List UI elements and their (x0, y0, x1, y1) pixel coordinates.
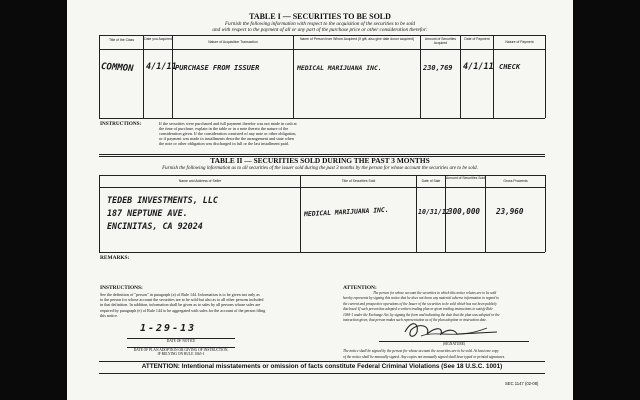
header-seller: Name and Address of Seller (178, 179, 222, 183)
bottom-instructions: See the definition of "person" in paragraph (a) of Rule 144. Information is to be given not only as to the person for whose account the securities are to be sold but also as to all other persons included in that definition. In addition, information shall be given as to sales by all persons whose sales are required by paragraph (e) of Rule 144 to be aggregated with sales for the account of the person filing this notice. (100, 292, 266, 318)
table1-subtitle-1: Furnish the following information with respect to the acquisition of the securities to be sold (224, 21, 415, 27)
cell-date-payment: 4/1/11 (463, 62, 494, 72)
attention-label: ATTENTION: (343, 285, 377, 291)
table1-instructions: If the securities were purchased and full payment therefor was not made in cash at the time of purchase, explain in the table or in a note thereto the nature of the consideration given. If the consideration consisted of any note or other obligation, or if payment was made in installments describe the arrangement and state when the note or other obligation was discharged in full or the last installment paid. (159, 121, 297, 146)
header-title-class: Title of the Class (108, 38, 135, 42)
header-title-sold: Title of Securities Sold (341, 179, 376, 183)
header-amount-acquired: Amount of Securities Acquired (424, 37, 457, 45)
cell-nature-acquisition: PURCHASE FROM ISSUER (175, 64, 260, 72)
cell-gross-proceeds: 23,960 (496, 207, 524, 216)
header-date-payment: Date of Payment (464, 37, 490, 41)
criminal-violation-warning: ATTENTION: Intentional misstatements or omission of facts constitute Federal Criminal Violations (See 18 U.S.C. 1001) (141, 363, 503, 370)
form-code: SEC 1147 (02-08) (505, 381, 539, 386)
cell-title-class: COMMON (100, 61, 134, 75)
cell-amount-sold: 300,000 (448, 207, 481, 216)
date-of-notice-value: 1-29-13 (140, 323, 197, 334)
signature-mark (397, 318, 507, 342)
cell-date-acquired: 4/1/11 (146, 62, 177, 72)
header-nature-acquisition: Nature of Acquisition Transaction (208, 40, 258, 44)
signature-label: (SIGNATURE) (442, 342, 466, 346)
table1-instructions-label: INSTRUCTIONS: (100, 121, 142, 127)
table2-subtitle: Furnish the following information as to all securities of the issuer sold during the past 3 months by the person for whose account the securities are to be sold. (162, 166, 478, 171)
header-nature-payment: Nature of Payment (505, 40, 534, 44)
cell-title-sold: MEDICAL MARIJUANA INC. (303, 205, 389, 219)
plan-adoption-label: DATE OF PLAN ADOPTION OR GIVING OF INSTRUCTION, IF RELYING ON RULE 10b5-1 (133, 348, 229, 357)
header-gross-proceeds: Gross Proceeds (503, 179, 528, 183)
bottom-instructions-label: INSTRUCTIONS: (100, 285, 143, 291)
signature-note: The notice shall be signed by the person for whose account the securities are to be sold. At least one copy of the notice shall be manually signed. Any copies not manually signed shall bear typed or printed signatures. (343, 349, 506, 359)
date-of-notice-label: DATE OF NOTICE (166, 339, 196, 343)
cell-date-sale: 10/31/12 (418, 208, 450, 216)
table1-title: TABLE I — SECURITIES TO BE SOLD (249, 12, 391, 21)
header-date-acquired: Date you Acquired (144, 37, 172, 41)
cell-amount-acquired: 230,769 (423, 64, 453, 72)
header-date-sale: Date of Sale (421, 179, 441, 183)
attention-text: The person for whose account the securities to which this notice relates are to be sold hereby represents by signing this notice that he does not know any material adverse information in regard to the current and prospective operations of the Issuer of the securities to be sold which has not been publicly disclosed. If such person has adopted a written trading plan or given trading instructions to satisfy Rule 10b5-1 under the Exchange Act, by signing the form and indicating the date that the plan was adopted or the instruction given, that person makes such representation as of the plan adoption or instruction date. (343, 291, 500, 323)
remarks-label: REMARKS: (100, 255, 130, 261)
table2-title: TABLE II — SECURITIES SOLD DURING THE PAST 3 MONTHS (210, 156, 430, 165)
header-person-acquired: Name of Person from Whom Acquired (If gift, also give date donor acquired) (299, 37, 415, 41)
header-amount-sold: Amount of Securities Sold (446, 176, 486, 180)
table1-subtitle-2: and with respect to the payment of all or any part of the purchase price or other consideration therefor: (212, 27, 428, 33)
cell-nature-payment: CHECK (499, 63, 521, 71)
cell-seller: TEDEB INVESTMENTS, LLC 187 NEPTUNE AVE. ENCINITAS, CA 92024 (107, 195, 218, 231)
cell-person-acquired: MEDICAL MARIJUANA INC. (297, 64, 382, 72)
form-page (67, 0, 573, 400)
